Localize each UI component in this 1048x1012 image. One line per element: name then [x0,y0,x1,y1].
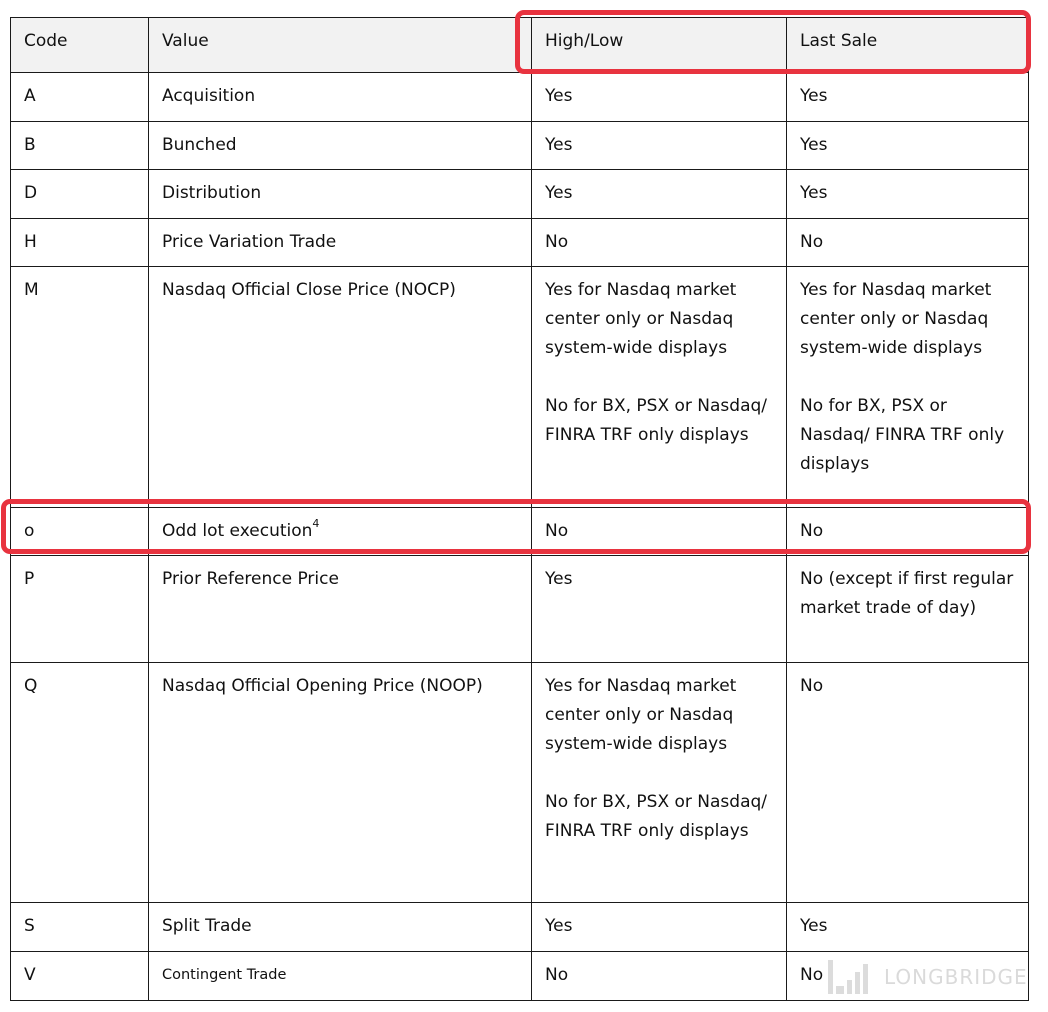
footnote-marker: 4 [312,517,320,531]
last-sale-cell: No [787,219,1029,267]
last-sale-cell: Yes [787,122,1029,170]
last-sale-cell: Yes [787,170,1029,219]
high-low-cell: Yes [532,73,787,122]
high-low-cell: No [532,952,787,1001]
high-low-cell: Yes [532,903,787,952]
code-cell: A [11,73,149,122]
last-sale-text-line: Yes for Nasdaq market center only or Nasdaq system-wide displays [800,280,992,358]
code-cell: P [11,556,149,663]
high-low-text-line: Yes for Nasdaq market center only or Nasdaq system-wide displays [545,676,737,754]
code-cell: S [11,903,149,952]
high-low-text-line: No for BX, PSX or Nasdaq/ FINRA TRF only displays [545,792,768,841]
value-cell: Bunched [149,122,532,170]
value-cell: Split Trade [149,903,532,952]
header-value: Value [149,18,532,73]
table-header-row [11,18,1029,73]
watermark-text: LONGBRIDGE [884,965,1028,989]
high-low-cell: Yes [532,122,787,170]
last-sale-cell: No [787,508,1029,556]
table-row [11,663,1029,903]
table-row [11,219,1029,267]
table-row-highlighted [11,508,1029,556]
header-code: Code [11,18,149,73]
value-cell: Acquisition [149,73,532,122]
high-low-text-line: Yes for Nasdaq market center only or Nasdaq system-wide displays [545,280,737,358]
value-cell: Nasdaq Official Opening Price (NOOP) [149,663,532,903]
high-low-cell: Yes [532,170,787,219]
value-cell: Distribution [149,170,532,219]
high-low-cell: No [532,508,787,556]
high-low-cell: No [532,219,787,267]
value-cell: Contingent Trade [149,952,532,1001]
table-row [11,903,1029,952]
table-row [11,556,1029,663]
value-text: Odd lot execution [162,521,313,541]
high-low-cell [532,267,787,508]
last-sale-cell: No (except if first regular market trade of day) [787,556,1029,663]
table-row [11,122,1029,170]
table-row [11,170,1029,219]
high-low-text-line: No for BX, PSX or Nasdaq/ FINRA TRF only displays [545,396,768,445]
high-low-cell: Yes [532,556,787,663]
table-row [11,267,1029,508]
code-cell: V [11,952,149,1001]
last-sale-cell: Yes [787,73,1029,122]
value-cell [149,508,532,556]
code-cell: B [11,122,149,170]
bar-chart-logo-icon [828,960,874,994]
longbridge-watermark [828,957,1028,997]
header-last-sale: Last Sale [787,18,1029,73]
code-cell: D [11,170,149,219]
last-sale-cell: Yes [787,903,1029,952]
code-cell: M [11,267,149,508]
header-high-low: High/Low [532,18,787,73]
code-cell: H [11,219,149,267]
last-sale-cell [787,267,1029,508]
value-cell: Nasdaq Official Close Price (NOCP) [149,267,532,508]
high-low-cell [532,663,787,903]
trade-condition-table [10,17,1029,1001]
code-cell: o [11,508,149,556]
value-cell: Price Variation Trade [149,219,532,267]
code-cell: Q [11,663,149,903]
table-row [11,73,1029,122]
last-sale-cell: No [787,952,1029,1001]
last-sale-cell: No [787,663,1029,903]
last-sale-text-line: No for BX, PSX or Nasdaq/ FINRA TRF only displays [800,396,1005,474]
value-cell: Prior Reference Price [149,556,532,663]
